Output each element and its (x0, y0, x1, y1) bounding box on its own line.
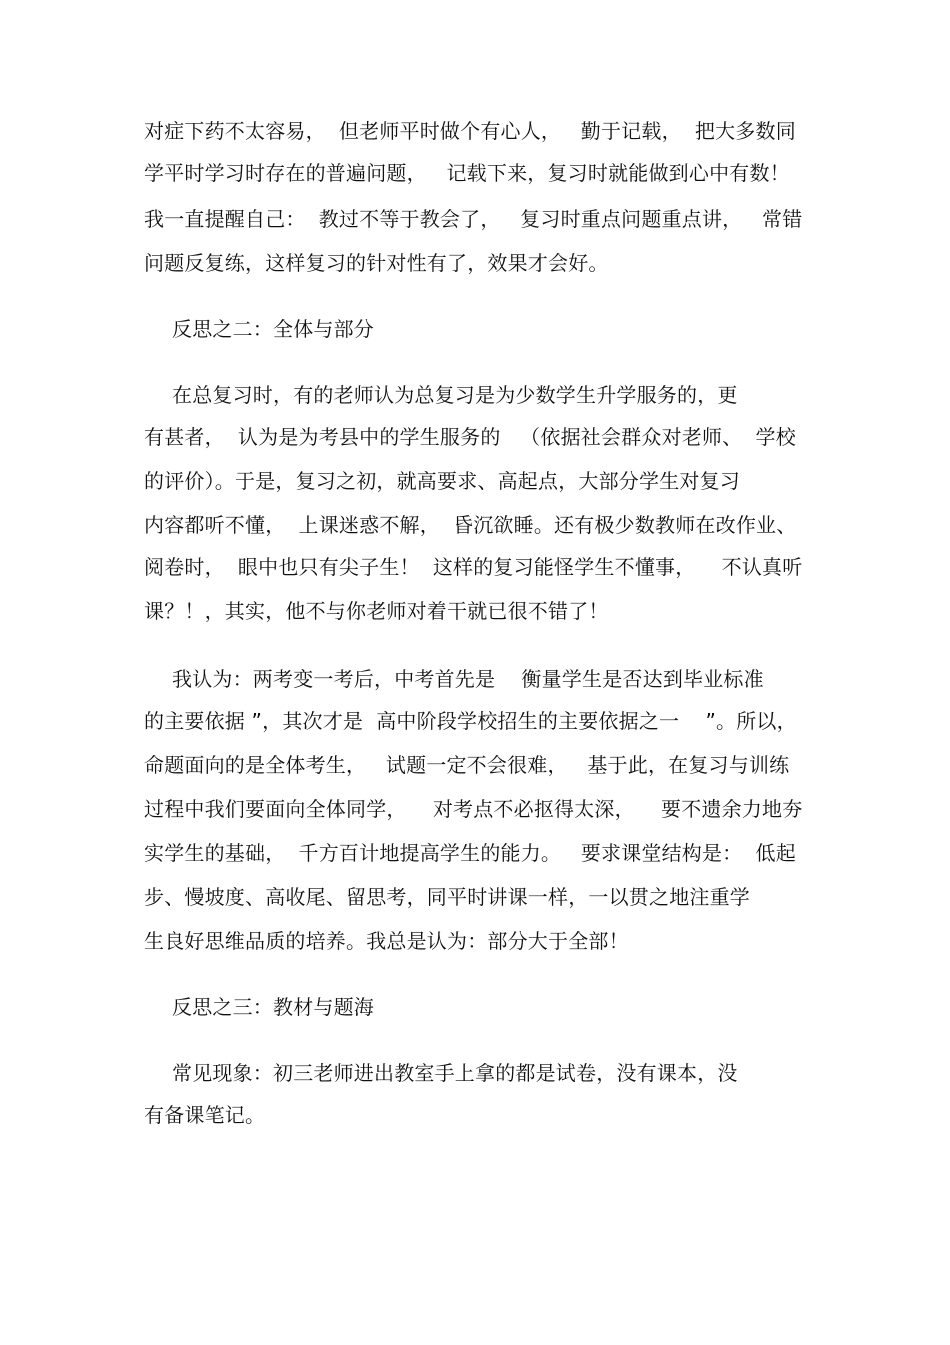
paragraph-2-line-2: 有甚者， 认为是为考县中的学生服务的 （依据社会群众对老师、 学校 (144, 425, 796, 449)
paragraph-2-line-6: 课？！，其实，他不与你老师对着干就已很不错了！ (144, 599, 609, 623)
paragraph-3-line-6: 步、慢坡度、高收尾、留思考，同平时讲课一样，一以贯之地注重学 (144, 885, 750, 909)
paragraph-2-line-4: 内容都听不懂， 上课迷惑不解， 昏沉欲睡。还有极少数教师在改作业、 (144, 513, 797, 537)
paragraph-2-line-5: 阅卷时， 眼中也只有尖子生！ 这样的复习能怪学生不懂事， 不认真听 (144, 555, 803, 579)
paragraph-1-line-4: 问题反复练，这样复习的针对性有了，效果才会好。 (144, 251, 609, 275)
paragraph-3-line-2: 的主要依据 ”，其次才是 高中阶段学校招生的主要依据之一 ”。所以， (144, 709, 797, 733)
paragraph-3-line-4: 过程中我们要面向全体同学， 对考点不必抠得太深， 要不遗余力地夯 (144, 797, 803, 821)
section-heading-3: 反思之三：教材与题海 (172, 995, 374, 1019)
paragraph-1-line-1: 对症下药不太容易， 但老师平时做个有心人， 勤于记载， 把大多数同 (144, 119, 796, 143)
paragraph-3-line-5: 实学生的基础， 千方百计地提高学生的能力。 要求课堂结构是： 低起 (144, 841, 796, 865)
paragraph-3-line-1: 我认为：两考变一考后，中考首先是 衡量学生是否达到毕业标准 (172, 667, 764, 691)
paragraph-4-line-2: 有备课笔记。 (144, 1103, 266, 1127)
section-heading-2: 反思之二：全体与部分 (172, 317, 374, 341)
paragraph-3-line-7: 生良好思维品质的培养。我总是认为：部分大于全部！ (144, 929, 629, 953)
paragraph-1-line-3: 我一直提醒自己： 教过不等于教会了， 复习时重点问题重点讲， 常错 (144, 207, 803, 231)
paragraph-1-line-2: 学平时学习时存在的普遍问题， 记载下来，复习时就能做到心中有数！ (144, 161, 790, 185)
paragraph-4-line-1: 常见现象：初三老师进出教室手上拿的都是试卷，没有课本，没 (172, 1061, 738, 1085)
paragraph-3-line-3: 命题面向的是全体考生， 试题一定不会很难， 基于此，在复习与训练 (144, 753, 790, 777)
paragraph-2-line-3: 的评价）。于是，复习之初，就高要求、高起点，大部分学生对复习 (144, 469, 740, 493)
paragraph-2-line-1: 在总复习时，有的老师认为总复习是为少数学生升学服务的，更 (172, 383, 738, 407)
